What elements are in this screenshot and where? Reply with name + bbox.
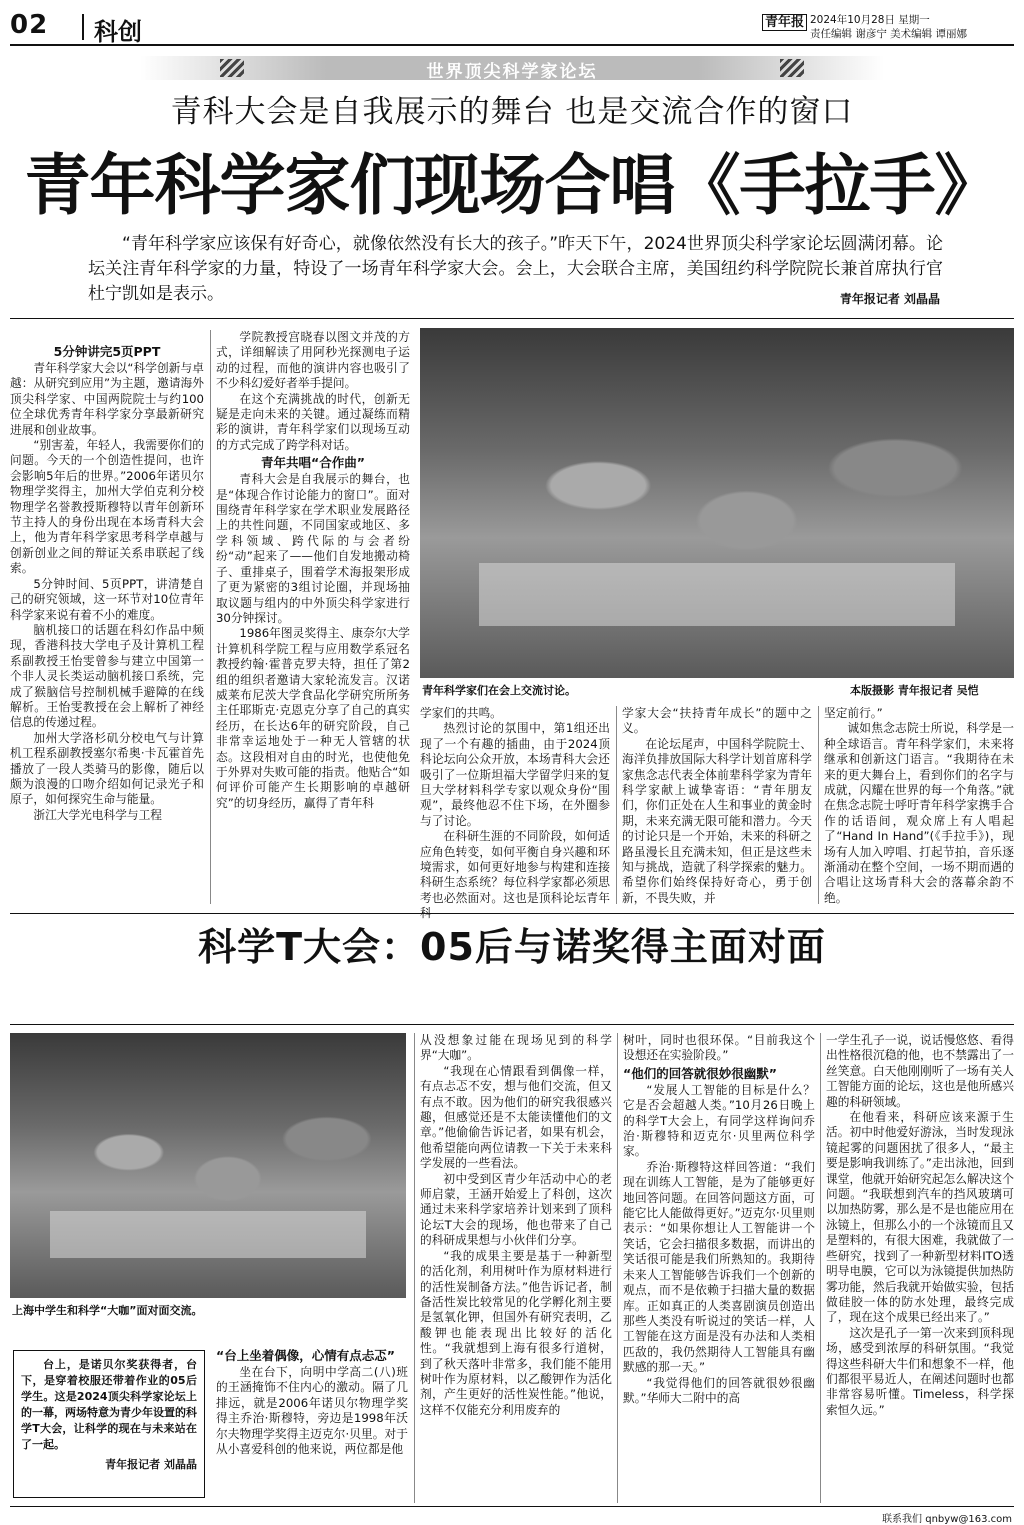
column-divider	[820, 1033, 821, 1503]
paragraph: “我觉得他们的回答就很妙很幽默。”华师大二附中的高	[623, 1375, 815, 1405]
editors-credit: 责任编辑 谢彦宁 美术编辑 谭丽娜	[810, 28, 968, 40]
paragraph: 青科大会是自我展示的舞台，也是“体现合作讨论能力的窗口”。面对围绕青年科学家在学术职业发展路径上的共性问题，不同国家或地区、多学科领域、跨代际的与会者纷纷“动”起来了——他们自发地搬动椅子、重排桌子，围着学术海报架形成了更为紧密的3组讨论圈，并现场抽取议题与组内的中外顶尖科学家进行30分钟探讨。	[216, 472, 410, 625]
paragraph: 1986年图灵奖得主、康奈尔大学计算机科学院工程与应用数学系冠名教授约翰·霍普克罗夫特，担任了第2组的组织者邀请大家轮流发言。汉诺威莱布尼茨大学食品化学研究所所务主任耶斯克·克恩克分享了自己的真实经历，在长达6年的研究阶段，自己非常幸运地处于一种无人管辖的状态。这段相对自由的时光，也使他免于外界对失败可能的指责。他贴合“如何评价可能产生长期影响的卓越研究”的切身经历，赢得了青年科	[216, 626, 410, 810]
paragraph: 初中受到区青少年活动中心的老师启蒙，王涵开始爱上了科创，这次通过未来科学家培养计划来到了顶科论坛T大会的现场，他也带来了自己的科研成果想与小伙伴们分享。	[420, 1171, 612, 1248]
article-lead: “青年科学家应该保有好奇心，就像依然没有长大的孩子。”昨天下午，2024世界顶尖科学家论坛圆满闭幕。论坛关注青年科学家的力量，特设了一场青年科学家大会。会上，大会联合主席，美国纽约科学院院长兼首席执行官杜宁凯如是表示。	[88, 234, 943, 304]
paragraph: 5分钟时间、5页PPT，讲清楚自己的研究领域，这一环节对10位青年科学家来说有着不小的难度。	[10, 576, 204, 622]
dateline	[810, 13, 967, 41]
forum-kicker: 世界顶尖科学家论坛	[426, 62, 598, 82]
article-subtitle: 青科大会是自我展示的舞台 也是交流合作的窗口	[170, 94, 854, 130]
paragraph: 学院教授宫晓春以图文并茂的方式，详细解读了用阿秒光探测电子运动的过程，而他的演讲内容也吸引了不少科幻爱好者举手提问。	[216, 330, 410, 391]
subheading-ppt: 5分钟讲完5页PPT	[53, 344, 161, 359]
paragraph: “我的成果主要是基于一种新型的活化剂，利用树叶作为原材料进行的活性炭制备方法。”他告诉记者，制备活性炭比较常见的化学孵化剂主要是氢氧化钾，但国外有研究表明，乙酸钾也能表现出比较好的活化性。“我就想到上海有很多行道树，到了秋天落叶非常多，我们能不能用树叶作为原材料，以乙酸钾作为活化剂，产生更好的活性炭性能。”他说，这样不仅能充分利用废弃的	[420, 1248, 612, 1417]
intro-box-byline: 青年报记者 刘晶晶	[105, 1458, 197, 1471]
intro-box-text: 台上，是诺贝尔奖获得者，台下，是穿着校服还带着作业的05后学生。这是2024顶尖科学家论坛上的一幕，两场特意为青少年设置的科学T大会，让科学的现在与未来站在了一起。	[21, 1358, 197, 1451]
page-footer-rule	[10, 1506, 1014, 1507]
column-divider	[616, 706, 617, 904]
paragraph: 在这个充满挑战的时代，创新无疑是走向未来的关键。通过凝练而精彩的演讲，青年科学家们以现场互动的方式完成了跨学科对话。	[216, 391, 410, 452]
article-byline: 青年报记者 刘晶晶	[839, 292, 940, 306]
paragraph: 在他看来，科研应该来源于生活。初中时他爱好游泳，当时发现泳镜起雾的问题困扰了很多人，“最主要是影响我训练了。”走出泳池，回到课堂，他就开始研究起怎么解决这个问题。“我联想到汽车的挡风玻璃可以加热防雾，那么是不是也能应用在泳镜上，但那么小的一个泳镜而且又是塑料的，有很大困难，我就做了一些研究，找到了一种新型材料ITO透明导电膜，它可以为泳镜提供加热防雾功能，然后我就开始做实验，包括做硅胶一体的防水处理，最终完成了，现在这个成果已经出来了。”	[826, 1110, 1014, 1325]
paragraph: 这次是孔子一第一次来到顶科现场，感受到浓厚的科研氛围。“我觉得这些科研大牛们和想象不一样，他们都很平易近人，在阐述问题时也都非常容易听懂。Timeless，科学探索恒久远。”	[826, 1325, 1014, 1417]
article-column-3	[420, 706, 610, 921]
paragraph: 从没想象过能在现场见到的科学界“大咖”。	[420, 1033, 612, 1063]
paragraph: 加州大学洛杉矶分校电气与计算机工程系副教授塞尔希奥·卡瓦霍首先播放了一段人类骑马的影像，随后以颇为浪漫的口吻介绍如何记录光子和原子，如何探究生命与能量。	[10, 730, 204, 807]
paragraph: 乔治·斯穆特这样回答道：“我们现在训练人工智能，是为了能够更好地回答问题。在回答问题这方面，可能它比人能做得更好。”迈克尔·贝里则表示：“如果你想让人工智能讲一个笑话，它会扫描很多数据，而讲出的笑话很可能是我们所熟知的。我期待未来人工智能够告诉我们一个创新的观点，而不是依赖于扫描大量的数据库。正如真正的人类喜剧演员创造出那些人类没有听说过的笑话一样，人工智能在这方面是没有办法和人类相匹敌的，我仍然期待人工智能具有幽默感的那一天。”	[623, 1159, 815, 1375]
story2-column-1	[216, 1346, 408, 1502]
discussion-photo	[420, 328, 1014, 678]
paragraph: 坐在台下，向明中学高二(八)班的王涵掩饰不住内心的激动。隔了几排远，就是2006年诺贝尔物理学奖得主乔治·斯穆特，旁边是1998年沃尔夫物理学奖得主迈克尔·贝里。对于从小喜爱科创的他来说，两位都是他	[216, 1365, 408, 1457]
paragraph: 诚如焦念志院士所说，科学是一种全球语言。青年科学家们，未来将继承和创新这门语言。“我期待在未来的更大舞台上，看到你们的名字与成就，闪耀在世界的每一个角落。”就在焦念志院士呼吁青年科学家携手合作的话语间，观众席上有人唱起了“Hand In Hand”(《手拉手》)，现场有人加入哼唱、打起节拍，音乐逐渐涌动在整个空间，一场不期而遇的合唱让这场青科大会的落幕余韵不绝。	[824, 721, 1014, 905]
issue-date: 2024年10月28日 星期一	[810, 14, 930, 26]
article-headline: 青年科学家们现场合唱《手拉手》	[24, 147, 1000, 224]
subheading-idol: “台上坐着偶像，心情有点忐忑”	[216, 1348, 395, 1363]
paragraph: 热烈讨论的氛围中，第1组还出现了一个有趣的插曲，由于2024顶科论坛向公众开放，本场青科大会还吸引了一位斯坦福大学留学归来的复旦大学材料科学专家以观众身份“围观”，最终他忍不住下场，在外圈参与了讨论。	[420, 721, 610, 828]
students-photo	[10, 1033, 406, 1298]
lead-divider	[10, 318, 1014, 319]
column-divider	[818, 706, 819, 904]
photo-credit: 本版摄影 青年报记者 吴恺	[850, 684, 979, 697]
article-column-5	[824, 706, 1014, 904]
page-header	[10, 10, 1014, 46]
story2-column-3	[623, 1033, 815, 1503]
page-number: 02	[10, 10, 49, 40]
photo-caption: 上海中学生和科学“大咖”面对面交流。	[12, 1304, 203, 1317]
paragraph: 浙江大学光电科学与工程	[33, 807, 162, 822]
story2-column-2	[420, 1033, 612, 1503]
paragraph: “发展人工智能的目标是什么？它是否会超越人类。”10月26日晚上的科学T大会上，有同学这样询问乔治·斯穆特和迈克尔·贝里两位科学家。	[623, 1082, 815, 1159]
second-headline: 科学T大会：05后与诺奖得主面对面	[198, 925, 826, 969]
section-name: 科创	[94, 18, 142, 46]
paragraph: 一学生孔子一说，说话慢悠悠、看得出性格很沉稳的他，也不禁露出了一丝笑意。白天他刚刚听了一场有关人工智能方面的论坛，这也是他所感兴趣的科研领域。	[826, 1033, 1014, 1109]
story2-column-4	[826, 1033, 1014, 1503]
photo-caption: 青年科学家们在会上交流讨论。	[422, 684, 576, 697]
column-divider	[210, 330, 211, 904]
paragraph: 在科研生涯的不同阶段，如何适应角色转变，如何平衡自身兴趣和环境需求，如何更好地参与构建和连接科研生态系统？每位科学家都必须思考也必然面对。这也是顶科论坛青年科	[420, 829, 610, 921]
paragraph: “别害羞，年轻人，我需要你们的问题。今天的一个创造性提问，也许会影响5年后的世界。”2006年诺贝尔物理学奖得主，加州大学伯克利分校物理学名誉教授斯穆特以青年创新环节主持人的身份出现在本场青科大会上，他为青年科学家思考科学卓越与创新创业之间的辩证关系串联起了线索。	[10, 438, 204, 576]
subheading-humor: “他们的回答就很妙很幽默”	[623, 1065, 777, 1081]
paragraph: 在论坛尾声，中国科学院院士、海洋负排放国际大科学计划首席科学家焦念志代表全体前辈科学家为青年科学家献上诚挚寄语：“青年朋友们，你们正处在人生和事业的黄金时期，未来充满无限可能和潜力。今天的讨论只是一个开始，未来的科研之路虽漫长且充满未知，但正是这些未知与挑战，造就了科学探索的魅力。希望你们始终保持好奇心，勇于创新，不畏失败，并	[622, 736, 812, 905]
paragraph: 学家们的共鸣。	[420, 706, 502, 720]
contact-email[interactable]: 联系我们 qnbyw@163.com	[882, 1514, 1012, 1525]
story-divider	[10, 913, 1014, 914]
paragraph: 学家大会“扶持青年成长”的题中之义。	[622, 706, 812, 736]
story-divider	[10, 1024, 1014, 1025]
intro-box	[13, 1350, 205, 1498]
paragraph: 青年科学家大会以“科学创新与卓越：从研究到应用”为主题，邀请海外顶尖科学家、中国两院院士与约100位全球优秀青年科学家分享最新研究进展和创业故事。	[10, 361, 204, 437]
header-divider	[82, 14, 84, 40]
paragraph: 坚定前行。”	[824, 706, 883, 720]
paragraph: 树叶，同时也很环保。“目前我这个设想还在实验阶段。”	[623, 1033, 815, 1063]
paragraph: 脑机接口的话题在科幻作品中频现，香港科技大学电子及计算机工程系副教授王怡雯曾参与建立中国第一个非人灵长类运动脑机接口系统，完成了猴脑信号控制机械手避障的在线解析。王怡雯教授在会上解析了神经信息的传递过程。	[10, 622, 204, 730]
column-divider	[414, 1033, 415, 1503]
article-column-1	[10, 342, 204, 904]
newspaper-logo: 青年报	[762, 14, 807, 31]
forum-kicker-band	[140, 56, 884, 80]
article-column-4	[622, 706, 812, 904]
paragraph: “我现在心情跟看到偶像一样，有点忐忑不安，想与他们交流，但又有点不敢。因为他们的研究我很感兴趣，但感觉还是不太能读懂他们的文章。”他偷偷告诉记者，如果有机会，他希望能向两位请教一下关于未来科学发展的一些看法。	[420, 1063, 612, 1171]
subheading-cooperation: 青年共唱“合作曲”	[261, 455, 365, 471]
column-divider	[617, 1033, 618, 1503]
article-column-2	[216, 330, 410, 904]
